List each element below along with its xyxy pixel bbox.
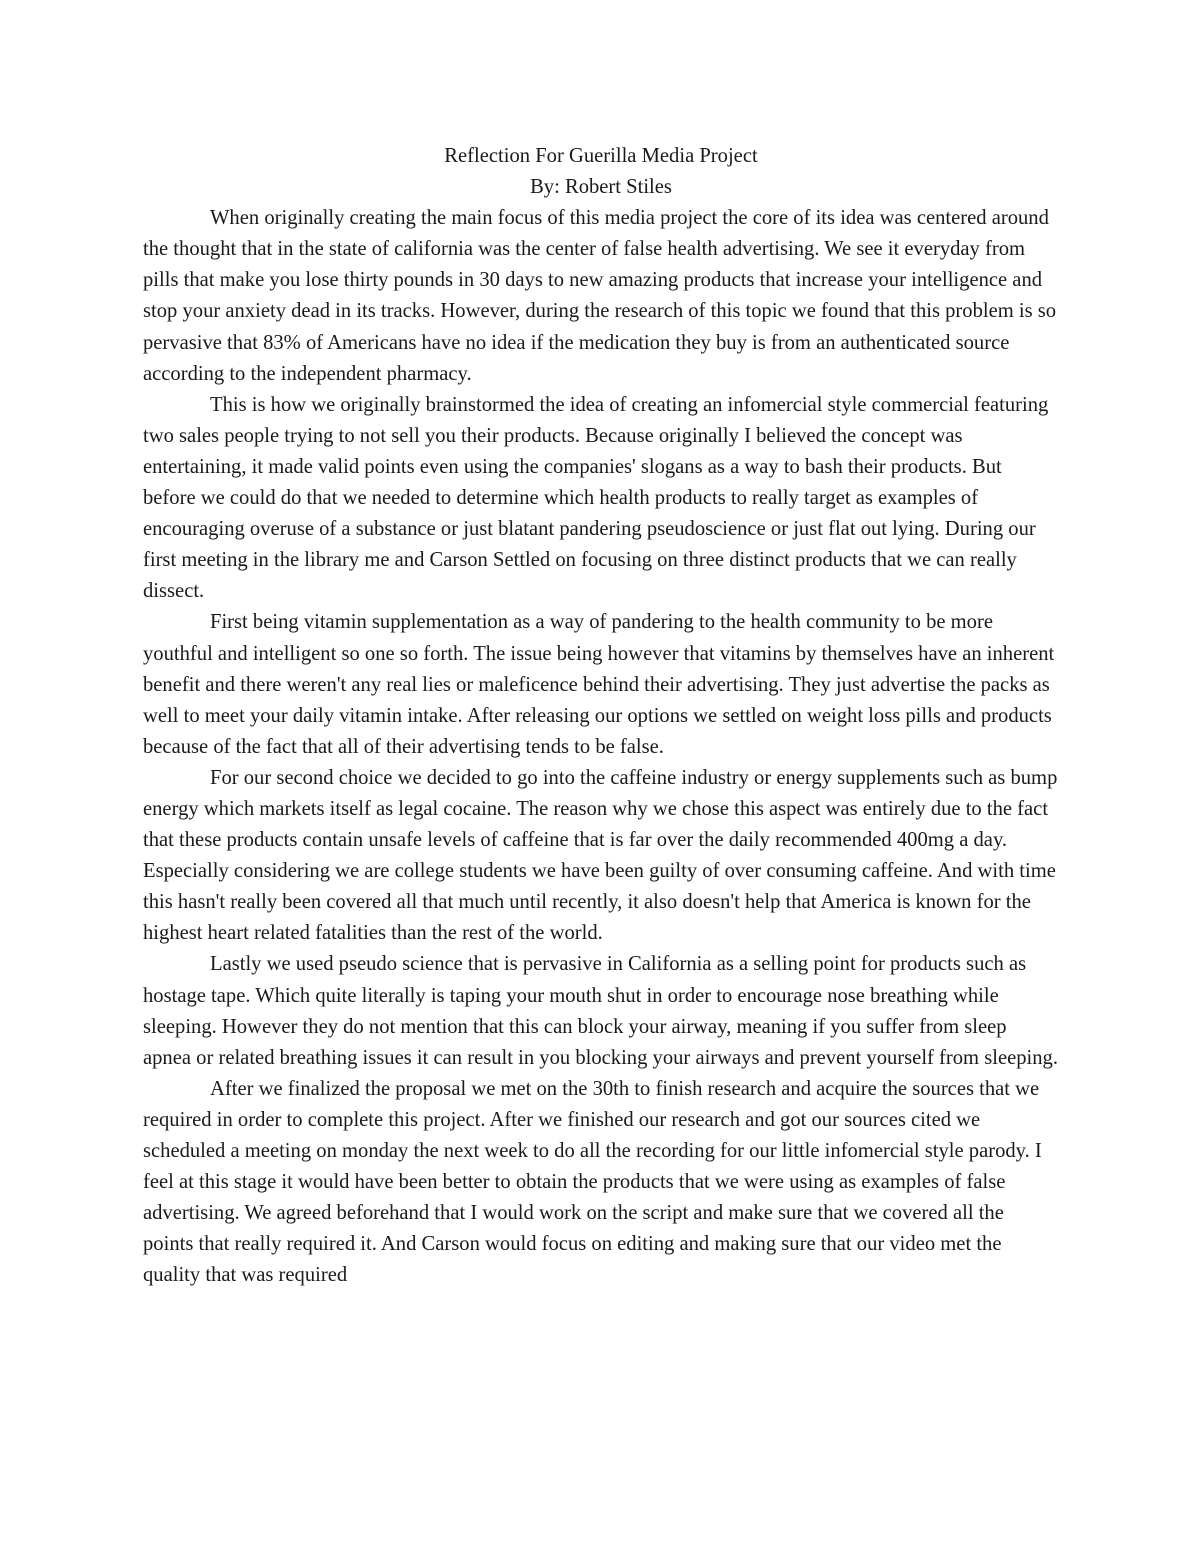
document-byline: By: Robert Stiles — [530, 176, 672, 199]
paragraph-3: First being vitamin supplementation as a way of pandering to the health community to be more youthful and intelligent so one so forth. The issue being however that vitamins by themselves have an inherent benefit and there weren't any real lies or maleficence behind their advertising. They just advertise the packs as well to meet your daily vitamin intake. After releasing our options we settled on weight loss pills and products because of the fact that all of their advertising tends to be false. — [143, 611, 1055, 758]
document-body — [143, 141, 1059, 1291]
paragraph-6: After we finalized the proposal we met on the 30th to finish research and acquire the sources that we required in order to complete this project. After we finished our research and got our sources cited we scheduled a meeting on monday the next week to do all the recording for our little infomercial style parody. I feel at this stage it would have been better to obtain the products that we were using as examples of false advertising. We agreed beforehand that I would work on the script and make sure that we covered all the points that really required it. And Carson would focus on editing and making sure that our video met the quality that was required — [143, 1077, 1042, 1287]
document-title: Reflection For Guerilla Media Project — [444, 145, 758, 167]
paragraph-5: Lastly we used pseudo science that is pervasive in California as a selling point for products such as hostage tape. Which quite literally is taping your mouth shut in order to encourage nose breathing while sleeping. However they do not mention that this can block your airway, meaning if you suffer from sleep apnea or related breathing issues it can result in you blocking your airways and prevent yourself from sleeping. — [143, 953, 1059, 1069]
paragraph-1: When originally creating the main focus of this media project the core of its idea was centered around the thought that in the state of california was the center of false health advertising. We see it everyday from pills that make you lose thirty pounds in 30 days to new amazing products that increase your intelligence and stop your anxiety dead in its tracks. However, during the research of this topic we found that this problem is so pervasive that 83% of Americans have no idea if the medication they buy is from an authenticated source according to the independent pharmacy. — [143, 207, 1057, 385]
paragraph-2: This is how we originally brainstormed the idea of creating an infomercial style commercial featuring two sales people trying to not sell you their products. Because originally I believed the concept was entertaining, it made valid points even using the companies' slogans as a way to bash their products. But before we could do that we needed to determine which health products to really target as examples of encouraging overuse of a substance or just blatant pandering pseudoscience or just flat out lying. During our first meeting in the library me and Carson Settled on focusing on three distinct products that we can really dissect. — [143, 393, 1049, 603]
paragraph-4: For our second choice we decided to go into the caffeine industry or energy supplements such as bump energy which markets itself as legal cocaine. The reason why we chose this aspect was entirely due to the fact that these products contain unsafe levels of caffeine that is far over the daily recommended 400mg a day. Especially considering we are college students we have been guilty of over consuming caffeine. And with time this hasn't really been covered all that much until recently, it also doesn't help that America is known for the highest heart related fatalities than the rest of the world. — [143, 766, 1058, 945]
